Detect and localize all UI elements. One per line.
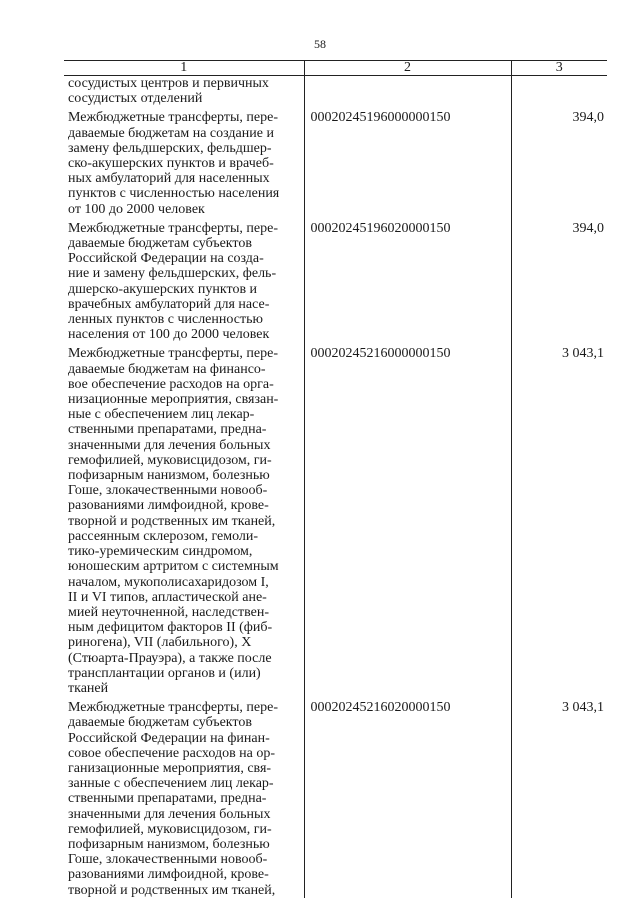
row-amount: 394,0 [511, 217, 607, 343]
row-description: Межбюджетные трансферты, пере- даваемые бюджетам на создание и замену фельдшерских, фельдшер- ско-акушерских пунктов и врачеб- ных амбулаторий для населенных пунктов с численностью населения от 100 до 2000 человек [68, 110, 280, 217]
table-row [64, 342, 607, 696]
row-code: 00020245196020000150 [304, 217, 511, 343]
header-col-3: 3 [511, 61, 607, 76]
row-code: 00020245216000000150 [304, 342, 511, 696]
row-amount: 3 043,1 [511, 342, 607, 696]
row-amount: 394,0 [511, 106, 607, 216]
header-row [64, 61, 607, 76]
row-description: Межбюджетные трансферты, пере- даваемые бюджетам на финансо- вое обеспечение расходов на орга- низационные мероприятия, связан- ные с обеспечением лиц лекар- ственными препаратами, предна- значенными для лечения больных гемофилией, муковисцидозом, ги- пофизарным нанизмом, болезнью Гоше, злокачественными новооб- разованиями лимфоидной, крове- творной и родственных им тканей, рассеянным склерозом, гемоли- тико-уремическим синдромом, юношеским артритом с системным началом, мукополисахаридозом I, II и VI типов, апластической ане- мией неуточненной, наследствен- ным дефицитом факторов II (фиб- риногена), VII (лабильного), X (Стюарта-Прауэра), а также после трансплантации органов и (или) тканей [68, 346, 279, 696]
header-col-1: 1 [64, 61, 304, 76]
row-description: Межбюджетные трансферты, пере- даваемые бюджетам субъектов Российской Федерации на финан- совое обеспечение расходов на ор- ганизационные мероприятия, свя- занные с обеспечением лиц лекар- ственными препаратами, предна- значенными для лечения больных гемофилией, муковисцидозом, ги- пофизарным нанизмом, болезнью Гоше, злокачественными новооб- разованиями лимфоидной, крове- творной и родственных им тканей, [68, 700, 278, 898]
row-description: Межбюджетные трансферты, пере- даваемые бюджетам субъектов Российской Федерации на созда- ние и замену фельдшерских, фель- дшерско-акушерских пунктов и врачебных амбулаторий для насе- ленных пунктов с численностью населения от 100 до 2000 человек [68, 220, 278, 343]
table-row [64, 76, 607, 107]
table-row [64, 106, 607, 216]
row-code: 00020245196000000150 [304, 106, 511, 216]
row-code [304, 76, 511, 107]
row-description: сосудистых центров и первичных сосудистых отделений [68, 76, 269, 107]
header-col-2: 2 [304, 61, 511, 76]
row-amount: 3 043,1 [511, 696, 607, 898]
row-amount [511, 76, 607, 107]
page-number: 58 [314, 37, 326, 51]
table-row [64, 217, 607, 343]
table-row [64, 696, 607, 898]
table-body [64, 76, 607, 898]
table-header [64, 61, 607, 76]
budget-table [64, 60, 607, 898]
row-code: 00020245216020000150 [304, 696, 511, 898]
